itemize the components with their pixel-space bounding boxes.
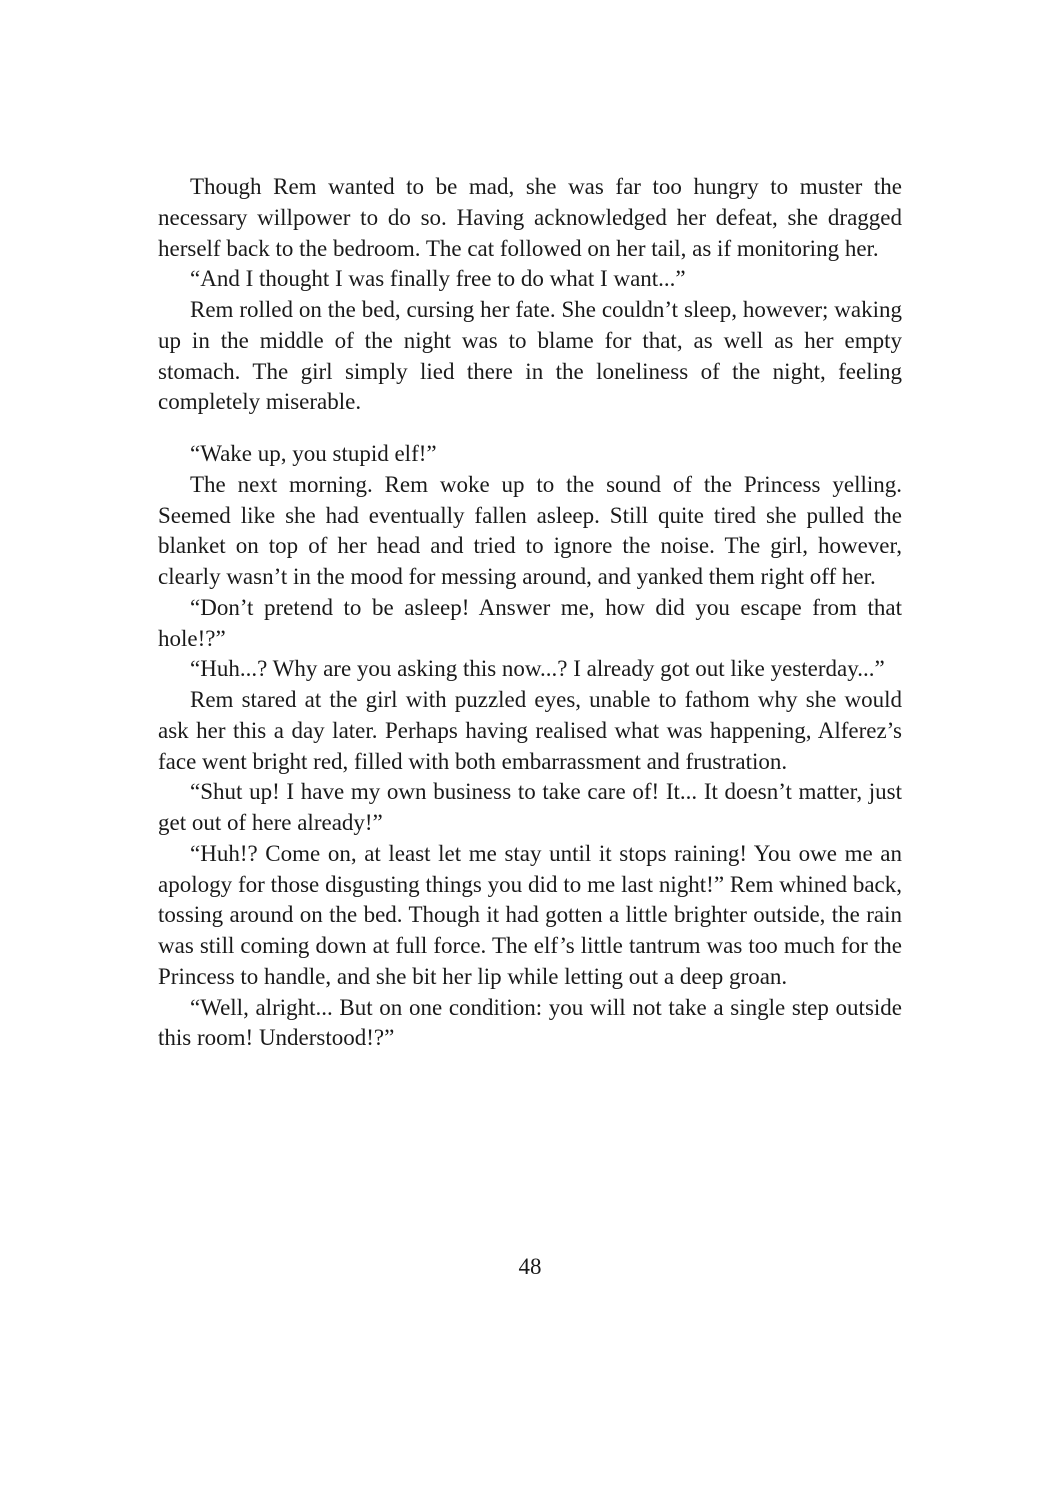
paragraph: Rem rolled on the bed, cursing her fate. She couldn’t sleep, however; waking up in the middle of the night was to blame for that, as well as her empty stomach. The girl simply lied there in the loneliness of the night, feeling completely miserable.: [158, 297, 902, 415]
text-block: [158, 172, 902, 1054]
paragraph: Rem stared at the girl with puzzled eyes, unable to fathom why she would ask her this a day later. Perhaps having realised what was happening, Alferez’s face went bright red, filled with both embarrassment and frustration.: [158, 687, 902, 774]
paragraph: “Don’t pretend to be asleep! Answer me, how did you escape from that hole!?”: [158, 594, 902, 651]
paragraph: “Huh...? Why are you asking this now...? I already got out like yesterday...”: [190, 656, 885, 682]
paragraph: “Shut up! I have my own business to take care of! It... It doesn’t matter, just get out of here already!”: [158, 779, 902, 835]
paragraph: The next morning. Rem woke up to the sound of the Princess yelling. Seemed like she had eventually fallen asleep. Still quite tired she pulled the blanket on top of her head and tried to ignore the noise. The girl, however, clearly wasn’t in the mood for messing around, and yanked them right off her.: [158, 471, 902, 589]
paragraph: “Huh!? Come on, at least let me stay until it stops raining! You owe me an apology for those disgusting things you did to me last night!” Rem whined back, tossing around on the bed. Though it had gotten a little brighter outside, the rain was still coming down at full force. The elf’s little tantrum was too much for the Princess to handle, and she bit her lip while letting out a deep groan.: [158, 840, 902, 989]
paragraph: “And I thought I was finally free to do what I want...”: [190, 266, 686, 292]
scene-break: [158, 418, 902, 439]
paragraph: “Well, alright... But on one condition: you will not take a single step outside this room! Understood!?”: [158, 994, 902, 1051]
paragraph: Though Rem wanted to be mad, she was far too hungry to muster the necessary willpower to do so. Having acknowledged her defeat, she dragged herself back to the bedroom. The cat followed on her tail, as if monitoring her.: [158, 174, 902, 261]
paragraph: “Wake up, you stupid elf!”: [190, 441, 437, 466]
page-number: 48: [518, 1254, 542, 1279]
